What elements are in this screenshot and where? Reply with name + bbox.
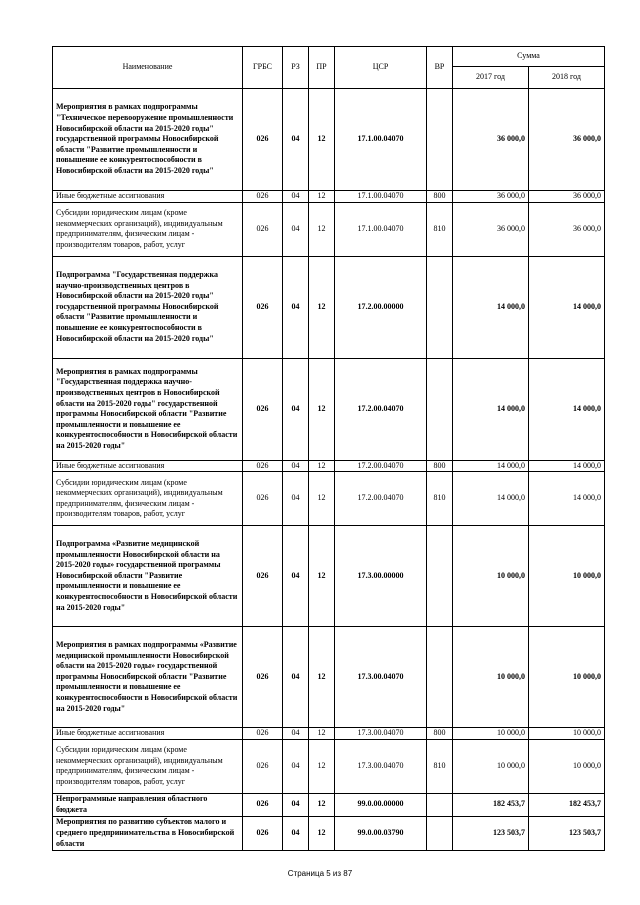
row-rz: 04 [283,739,309,793]
row-vr: 800 [427,728,453,740]
row-grbs: 026 [243,627,283,728]
row-2017: 14 000,0 [453,358,529,460]
table-row [53,89,605,191]
row-csr: 17.2.00.04070 [335,472,427,526]
row-csr: 17.2.00.04070 [335,358,427,460]
row-grbs: 026 [243,89,283,191]
row-pr: 12 [309,460,335,472]
row-pr: 12 [309,728,335,740]
row-csr: 17.1.00.04070 [335,89,427,191]
row-vr: 800 [427,460,453,472]
row-name: Непрограммные направления областного бюджета [53,793,243,816]
row-name: Иные бюджетные ассигнования [53,191,243,203]
header-name: Наименование [53,47,243,89]
table-row [53,739,605,793]
row-2018: 36 000,0 [529,202,605,256]
header-pr: ПР [309,47,335,89]
row-rz: 04 [283,256,309,358]
header-rz: РЗ [283,47,309,89]
row-rz: 04 [283,472,309,526]
row-2017: 10 000,0 [453,526,529,627]
row-rz: 04 [283,460,309,472]
row-2018: 36 000,0 [529,89,605,191]
row-name: Мероприятия в рамках подпрограммы "Государственная поддержка научно-производственных центров в Новосибирской области на 2015-2020 годы" государственной программы Новосибирской области "Развитие промышленности и повышение ее конкурентоспособности в Новосибирской области на 2015-2020 годы" [53,358,243,460]
table-row [53,728,605,740]
table-row [53,526,605,627]
row-vr [427,526,453,627]
row-name: Субсидии юридическим лицам (кроме некоммерческих организаций), индивидуальным предпринимателям, физическим лицам - производителям товаров, работ, услуг [53,472,243,526]
table-row [53,793,605,816]
row-grbs: 026 [243,739,283,793]
row-name: Иные бюджетные ассигнования [53,728,243,740]
row-pr: 12 [309,256,335,358]
row-pr: 12 [309,739,335,793]
row-csr: 99.0.00.03790 [335,816,427,850]
row-pr: 12 [309,202,335,256]
table-row [53,627,605,728]
row-2018: 14 000,0 [529,472,605,526]
row-name: Субсидии юридическим лицам (кроме некоммерческих организаций), индивидуальным предпринимателям, физическим лицам - производителям товаров, работ, услуг [53,739,243,793]
table-row [53,256,605,358]
page-number: Страница 5 из 87 [287,869,353,878]
row-name: Подпрограмма «Развитие медицинской промышленности Новосибирской области на 2015-2020 годы» государственной программы Новосибирской области "Развитие промышленности и повышение ее конкурентоспособности в Новосибирской области на 2015-2020 годы" [53,526,243,627]
row-vr [427,358,453,460]
row-2017: 10 000,0 [453,739,529,793]
header-vr: ВР [427,47,453,89]
row-vr [427,627,453,728]
row-vr [427,89,453,191]
row-name: Субсидии юридическим лицам (кроме некоммерческих организаций), индивидуальным предпринимателям, физическим лицам - производителям товаров, работ, услуг [53,202,243,256]
row-name: Подпрограмма "Государственная поддержка научно-производственных центров в Новосибирской области на 2015-2020 годы" государственной программы Новосибирской области "Развитие промышленности и повышение ее конкурентоспособности в Новосибирской области на 2015-2020 годы" [53,256,243,358]
row-vr: 800 [427,191,453,203]
table-row [53,460,605,472]
row-rz: 04 [283,816,309,850]
row-grbs: 026 [243,526,283,627]
row-grbs: 026 [243,256,283,358]
row-2017: 14 000,0 [453,256,529,358]
row-pr: 12 [309,526,335,627]
row-pr: 12 [309,816,335,850]
row-grbs: 026 [243,472,283,526]
row-csr: 17.3.00.00000 [335,526,427,627]
row-2017: 36 000,0 [453,191,529,203]
header-sum: Сумма [453,47,605,67]
table-row [53,358,605,460]
row-pr: 12 [309,89,335,191]
row-vr: 810 [427,472,453,526]
row-2017: 36 000,0 [453,89,529,191]
row-2018: 14 000,0 [529,256,605,358]
row-name: Мероприятия в рамках подпрограммы «Развитие медицинской промышленности Новосибирской области на 2015-2020 годы» государственной программы Новосибирской области "Развитие промышленности и повышение ее конкурентоспособности в Новосибирской области на 2015-2020 годы" [53,627,243,728]
row-grbs: 026 [243,358,283,460]
header-grbs: ГРБС [243,47,283,89]
row-2017: 14 000,0 [453,460,529,472]
row-2018: 182 453,7 [529,793,605,816]
row-2017: 10 000,0 [453,728,529,740]
row-2017: 182 453,7 [453,793,529,816]
table-row [53,202,605,256]
row-grbs: 026 [243,460,283,472]
table-row [53,816,605,850]
row-csr: 17.3.00.04070 [335,627,427,728]
row-rz: 04 [283,526,309,627]
row-pr: 12 [309,472,335,526]
row-vr [427,793,453,816]
header-2017: 2017 год [453,67,529,89]
row-rz: 04 [283,89,309,191]
row-grbs: 026 [243,191,283,203]
row-csr: 17.1.00.04070 [335,191,427,203]
row-2017: 14 000,0 [453,472,529,526]
row-name: Мероприятия по развитию субъектов малого и среднего предпринимательства в Новосибирской области [53,816,243,850]
row-pr: 12 [309,793,335,816]
row-2018: 10 000,0 [529,739,605,793]
row-name: Иные бюджетные ассигнования [53,460,243,472]
row-2018: 10 000,0 [529,728,605,740]
row-csr: 99.0.00.00000 [335,793,427,816]
row-2018: 36 000,0 [529,191,605,203]
row-grbs: 026 [243,728,283,740]
row-grbs: 026 [243,202,283,256]
row-pr: 12 [309,191,335,203]
row-name: Мероприятия в рамках подпрограммы "Техническое перевооружение промышленности Новосибирской области на 2015-2020 годы" государственной программы Новосибирской области "Развитие промышленности и повышение ее конкурентоспособности в Новосибирской области на 2015-2020 годы" [53,89,243,191]
row-2018: 14 000,0 [529,460,605,472]
row-rz: 04 [283,793,309,816]
row-rz: 04 [283,191,309,203]
row-grbs: 026 [243,793,283,816]
header-2018: 2018 год [529,67,605,89]
row-csr: 17.2.00.04070 [335,460,427,472]
row-rz: 04 [283,627,309,728]
row-2017: 10 000,0 [453,627,529,728]
row-2017: 36 000,0 [453,202,529,256]
row-rz: 04 [283,728,309,740]
row-vr [427,816,453,850]
row-rz: 04 [283,202,309,256]
row-csr: 17.1.00.04070 [335,202,427,256]
row-rz: 04 [283,358,309,460]
row-2018: 10 000,0 [529,627,605,728]
budget-table [52,46,605,851]
row-pr: 12 [309,358,335,460]
row-vr: 810 [427,739,453,793]
row-csr: 17.3.00.04070 [335,728,427,740]
row-pr: 12 [309,627,335,728]
row-2018: 14 000,0 [529,358,605,460]
table-row [53,191,605,203]
header-csr: ЦСР [335,47,427,89]
row-csr: 17.2.00.00000 [335,256,427,358]
row-vr: 810 [427,202,453,256]
row-2018: 123 503,7 [529,816,605,850]
row-grbs: 026 [243,816,283,850]
row-2017: 123 503,7 [453,816,529,850]
row-2018: 10 000,0 [529,526,605,627]
row-vr [427,256,453,358]
table-row [53,472,605,526]
row-csr: 17.3.00.04070 [335,739,427,793]
